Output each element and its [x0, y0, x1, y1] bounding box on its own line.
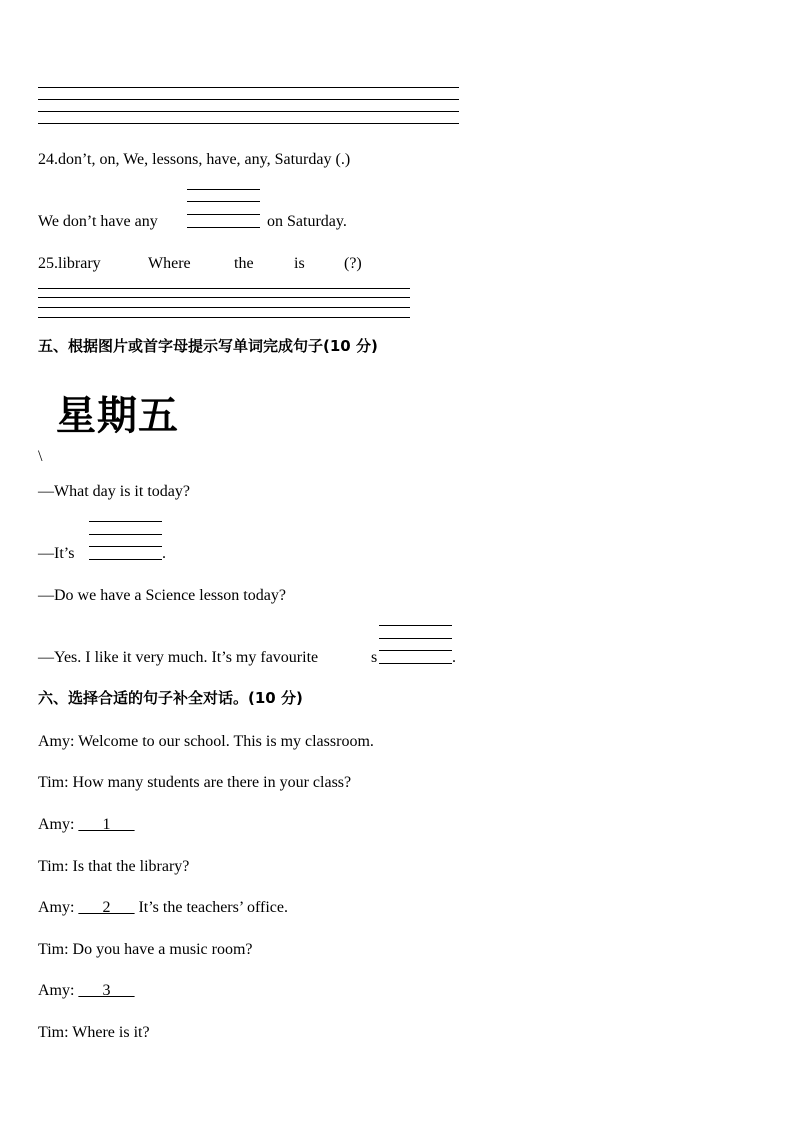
dialog-line: [38, 734, 374, 750]
blank-line: [187, 201, 260, 202]
speaker: Amy:: [38, 899, 75, 916]
q25-punct: (?): [344, 255, 362, 272]
answer-line: [38, 99, 459, 100]
speaker: Amy:: [38, 733, 75, 750]
answer-line: [38, 297, 410, 298]
q25-word-4: is: [294, 255, 305, 272]
s5-answer-2-suffix: .: [452, 649, 456, 666]
friday-picture-text: 星期五: [56, 393, 179, 439]
dialog-text: Is that the library?: [72, 858, 190, 875]
dialog-line: [38, 775, 351, 791]
speaker: Amy:: [38, 816, 75, 833]
s5-question-1: —What day is it today?: [38, 483, 190, 500]
dialog-line: [38, 859, 189, 875]
dialog-text: Do you have a music room?: [72, 941, 253, 958]
dialog-line: [38, 1025, 150, 1041]
s5-answer-1-suffix: .: [162, 545, 166, 562]
dialog-blank-3[interactable]: ___3___: [78, 982, 135, 999]
blank-line: [379, 638, 452, 639]
q25-word-1: 25.library: [38, 255, 101, 272]
q25-word-3: the: [234, 255, 254, 272]
dialog-line: [38, 983, 134, 999]
q25-word-2: Where: [148, 255, 191, 272]
dialog-line: [38, 900, 288, 916]
s5-answer-1-prefix: —It’s: [38, 545, 75, 562]
blank-line: [89, 521, 162, 522]
s5-question-2: —Do we have a Science lesson today?: [38, 587, 286, 604]
blank-line: [379, 625, 452, 626]
speaker: Tim:: [38, 774, 69, 791]
dialog-text: Where is it?: [72, 1024, 150, 1041]
speaker: Tim:: [38, 1024, 69, 1041]
section5-title: 五、根据图片或首字母提示写单词完成句子(10 分): [38, 337, 378, 355]
dialog-line: [38, 942, 253, 958]
dialog-text: Welcome to our school. This is my classroom.: [78, 733, 374, 750]
s5-answer-2-letter: s: [371, 649, 378, 666]
blank-line: [187, 214, 260, 215]
q24-prompt: 24.don’t, on, We, lessons, have, any, Saturday (.): [38, 151, 351, 168]
blank-line: [187, 189, 260, 190]
dialog-text: How many students are there in your class?: [72, 774, 352, 791]
stray-slash: \: [38, 448, 43, 465]
answer-line: [38, 111, 459, 112]
answer-line: [38, 307, 410, 308]
blank-line: [89, 546, 162, 547]
dialog-text: It’s the teachers’ office.: [138, 899, 289, 916]
blank-line: [89, 559, 162, 560]
s5-answer-2-prefix: —Yes. I like it very much. It’s my favourite: [38, 649, 319, 666]
q24-answer-before: We don’t have any: [38, 213, 158, 230]
blank-line: [187, 227, 260, 228]
speaker: Tim:: [38, 858, 69, 875]
answer-line: [38, 288, 410, 289]
blank-line: [89, 534, 162, 535]
answer-line: [38, 87, 459, 88]
speaker: Tim:: [38, 941, 69, 958]
answer-line: [38, 317, 410, 318]
blank-line: [379, 650, 452, 651]
dialog-line: [38, 817, 134, 833]
blank-line: [379, 663, 452, 664]
section6-title: 六、选择合适的句子补全对话。(10 分): [38, 689, 303, 707]
answer-line: [38, 123, 459, 124]
q24-answer-after: on Saturday.: [267, 213, 347, 230]
dialog-blank-2[interactable]: ___2___: [78, 899, 135, 916]
speaker: Amy:: [38, 982, 75, 999]
dialog-blank-1[interactable]: ___1___: [78, 816, 135, 833]
